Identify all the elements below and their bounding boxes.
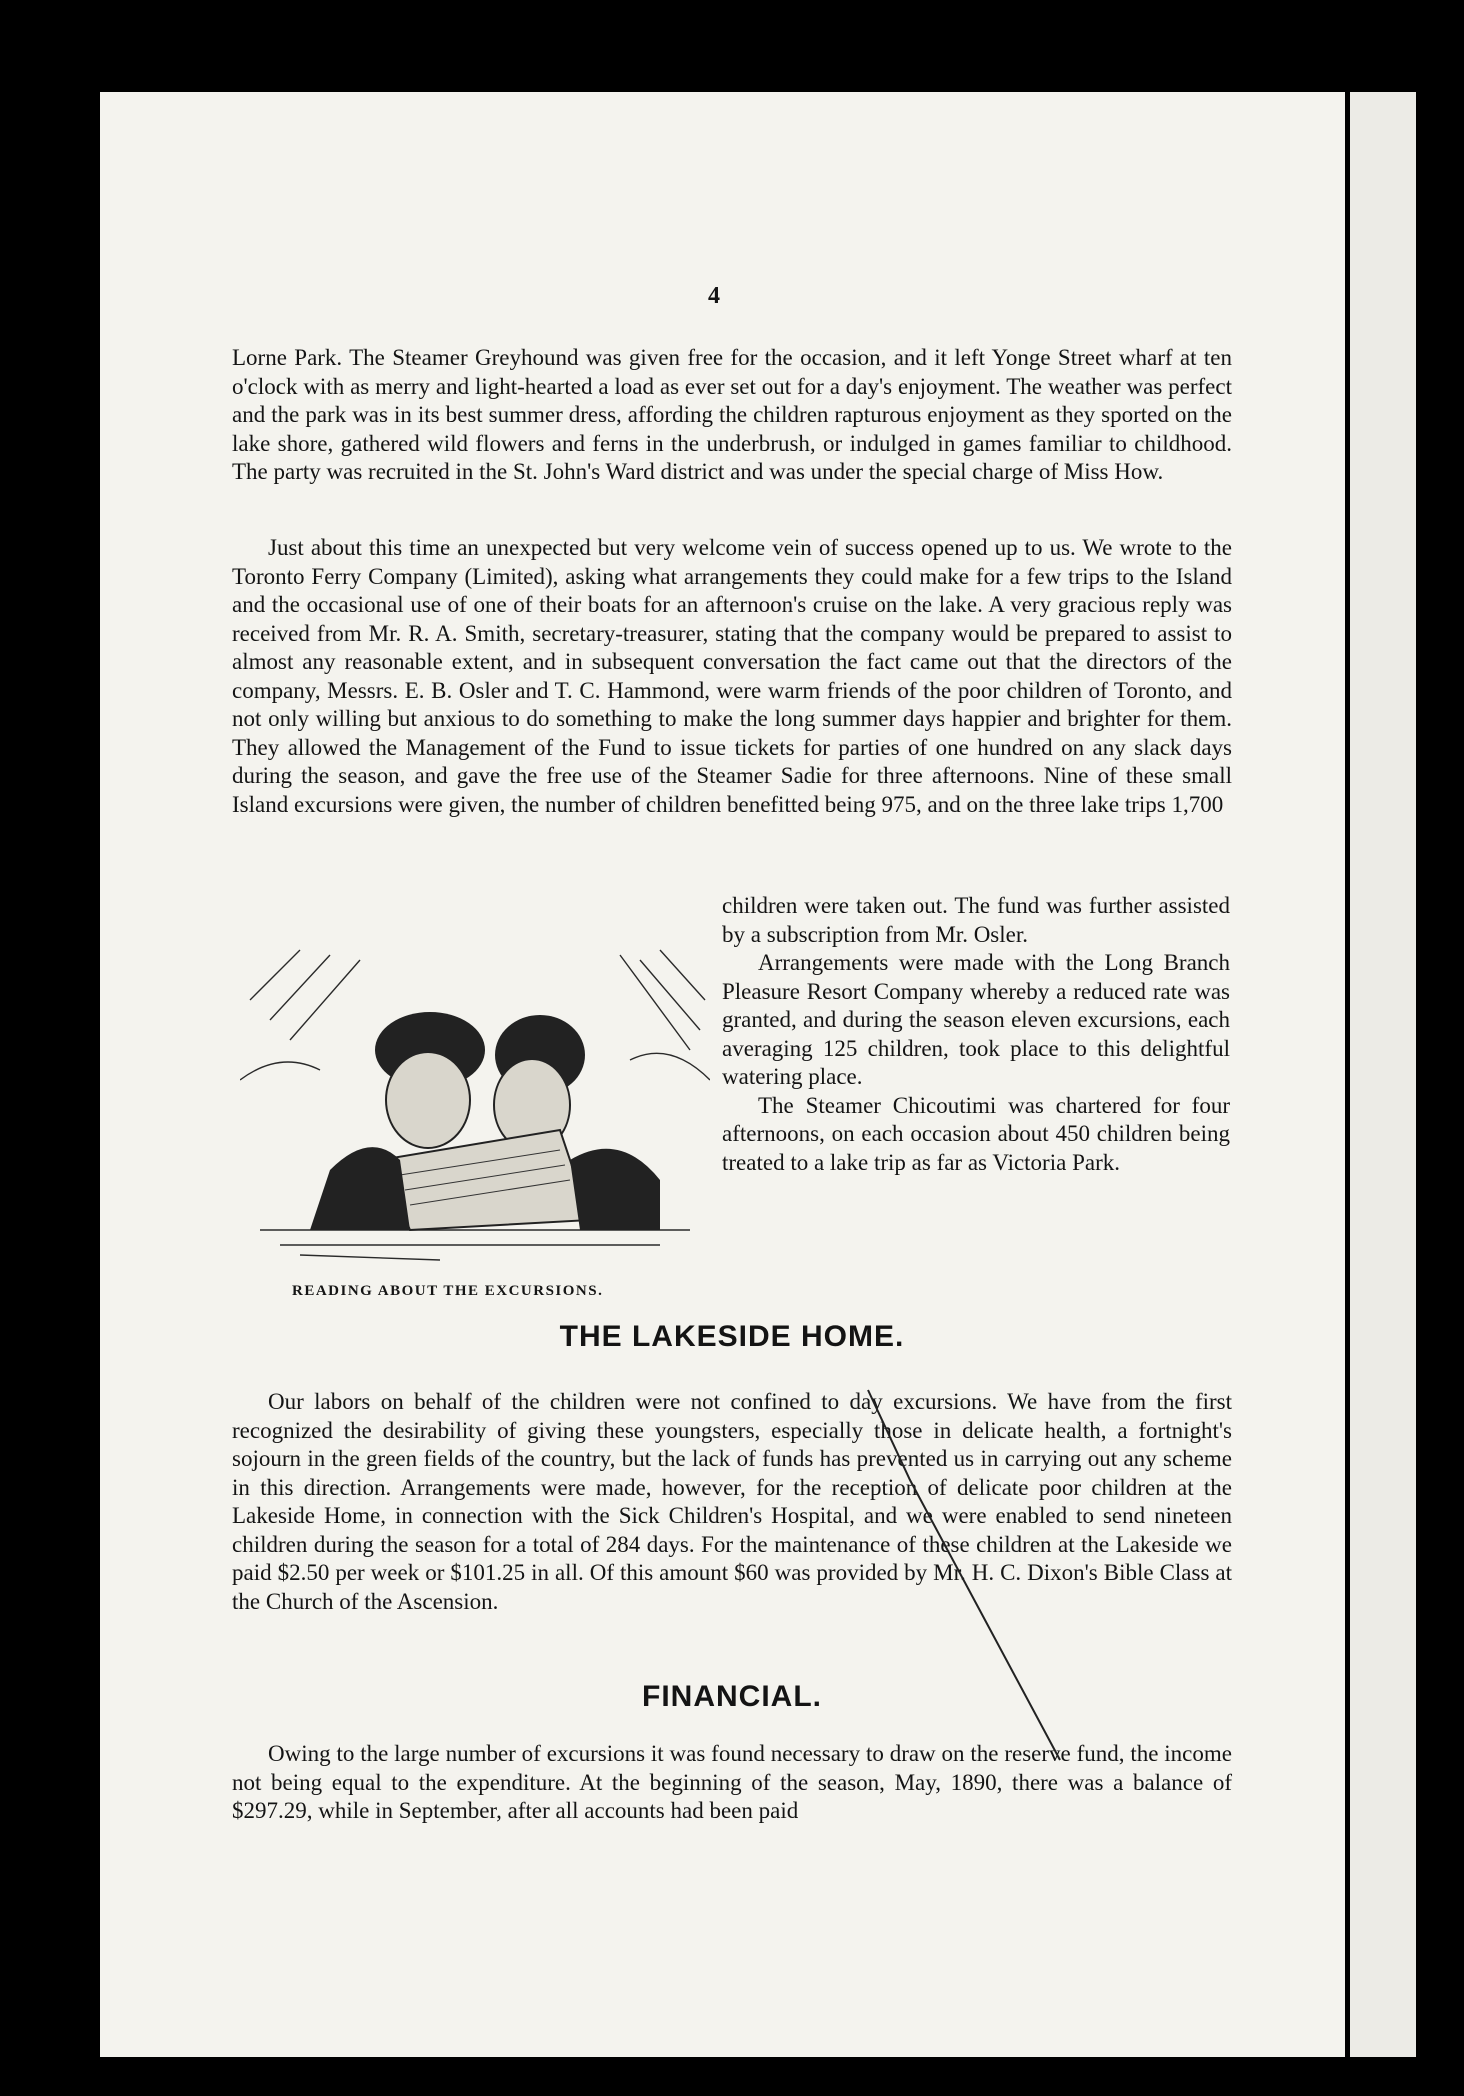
paragraph-text: Just about this time an unexpected but very welcome vein of success opened up to us. We wrote to the Toronto Ferry Company (Limited), asking what arrangements they could make for a few trips to the Island and the occasional use of one of their boats for an afternoon's cruise on the lake. A very gracious reply was received from Mr. R. A. Smith, secretary-treasurer, stating that the company would be prepared to assist to almost any reasonable extent, and in subsequent conversation the fact came out that the directors of the company, Messrs. E. B. Osler and T. C. Hammond, were warm friends of the poor children of Toronto, and not only willing but anxious to do something to make the long summer days happier and brighter for them. They allowed the Management of the Fund to issue tickets for parties of one hundred on any slack days during the season, and gave the free use of the Steamer Sadie for three afternoons. Nine of these small Island excursions were given, the number of children benefitted being 975, and on the three lake trips 1,700 — [232, 535, 1232, 817]
illustration-caption: READING ABOUT THE EXCURSIONS. — [292, 1283, 604, 1299]
paragraph-financial — [232, 1740, 1232, 1826]
scan-border — [1416, 92, 1464, 2057]
engraving-illustration — [240, 930, 710, 1270]
paragraph-text: Owing to the large number of excursions it was found necessary to draw on the reserve fund, the income not being equal to the expenditure. At the beginning of the season, May, 1890, there was a balance of $297.29, while in September, after all accounts had been paid — [232, 1741, 1232, 1823]
paragraph-text: Our labors on behalf of the children were not confined to day excursions. We have from the first recognized the desirability of giving these youngsters, especially those in delicate health, a fortnight's sojourn in the green fields of the country, but the lack of funds has prevented us in carrying out any scheme in this direction. Arrangements were made, however, for the reception of delicate poor children at the Lakeside Home, in connection with the Sick Children's Hospital, and we were enabled to send nineteen children during the season for a total of 284 days. For the maintenance of these children at the Lakeside we paid $2.50 per week or $101.25 in all. Of this amount $60 was provided by Mr. H. C. Dixon's Bible Class at the Church of the Ascension. — [232, 1389, 1232, 1614]
paragraph-lakeside-home — [232, 1388, 1232, 1616]
section-heading-financial: FINANCIAL. — [642, 1680, 822, 1713]
paragraph-lorne-park — [232, 344, 1232, 487]
paragraph-continuation: children were taken out. The fund was further assisted by a subscription from Mr. Osler. — [722, 893, 1230, 947]
section-heading-lakeside-home: THE LAKESIDE HOME. — [559, 1320, 905, 1353]
paragraph-chicoutimi: The Steamer Chicoutimi was chartered for four afternoons, on each occasion about 450 children being treated to a lake trip as far as Victoria Park. — [722, 1092, 1230, 1175]
right-column-text — [722, 892, 1230, 1177]
paragraph-text: Lorne Park. The Steamer Greyhound was given free for the occasion, and it left Yonge Street wharf at ten o'clock with as merry and light-hearted a load as ever set out for a day's enjoyment. The weather was perfect and the park was in its best summer dress, affording the children rapturous enjoyment as they sported on the lake shore, gathered wild flowers and ferns in the underbrush, or indulged in games familiar to childhood. The party was recruited in the St. John's Ward district and was under the special charge of Miss How. — [232, 345, 1232, 484]
page-number: 4 — [708, 283, 720, 309]
adjacent-page-edge — [1350, 92, 1416, 2057]
paragraph-ferry-company — [232, 534, 1232, 819]
paragraph-long-branch: Arrangements were made with the Long Branch Pleasure Resort Company whereby a reduced rate was granted, and during the season eleven excursions, each averaging 125 children, took place to this delightful watering place. — [722, 950, 1230, 1089]
